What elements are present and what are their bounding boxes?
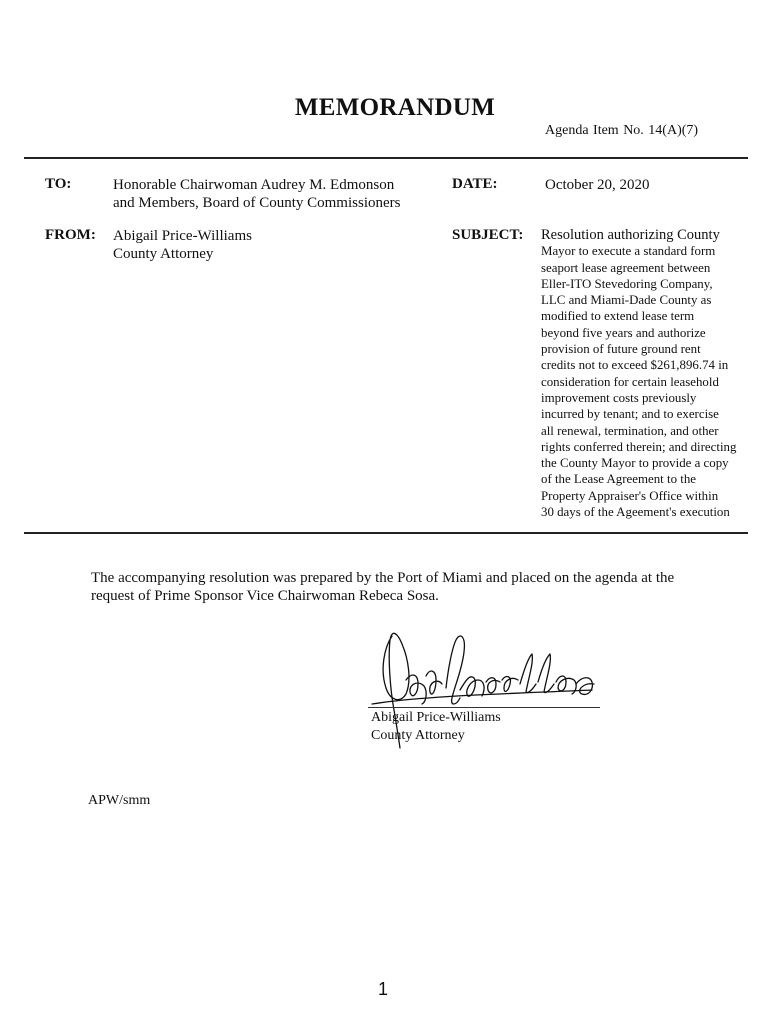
body-paragraph [91,569,711,605]
date-value: October 20, 2020 [545,177,650,193]
bottom-divider [24,532,748,534]
subject-line: credits not to exceed $261,896.74 in [541,358,729,373]
subject-line: the County Mayor to provide a copy [541,456,729,471]
subject-line: seaport lease agreement between [541,260,711,275]
subject-line: Eller-ITO Stevedoring Company, [541,276,713,291]
top-divider [24,157,748,159]
subject-text [541,227,755,520]
from-line-2: County Attorney [113,246,214,262]
subject-line: rights conferred therein; and directing [541,439,737,454]
signature-block [371,709,501,745]
subject-line: improvement costs previously [541,390,697,405]
date-label: DATE: [452,176,498,192]
body-line-2: request of Prime Sponsor Vice Chairwoman Rebeca Sosa. [91,588,439,604]
subject-line: LLC and Miami-Dade County as [541,293,712,308]
subject-line: beyond five years and authorize [541,325,706,340]
subject-line: Property Appraiser's Office within [541,488,719,503]
signature-line [368,707,600,708]
subject-line: Resolution authorizing County [541,227,720,243]
subject-line: all renewal, termination, and other [541,423,719,438]
to-line-1: Honorable Chairwoman Audrey M. Edmonson [113,177,395,193]
from-line-1: Abigail Price-Williams [113,228,252,244]
memo-title: MEMORANDUM [294,94,496,121]
from-sender [113,227,252,263]
subject-line: consideration for certain leasehold [541,374,719,389]
to-label: TO: [45,176,72,192]
subject-line: provision of future ground rent [541,342,701,357]
signer-name: Abigail Price-Williams [371,710,501,725]
subject-line: modified to extend lease term [541,309,695,324]
signer-title: County Attorney [371,728,465,743]
to-line-2: and Members, Board of County Commissioners [113,195,401,211]
body-line-1: The accompanying resolution was prepared by the Port of Miami and placed on the agenda at the [91,570,675,586]
subject-line: Mayor to execute a standard form [541,244,716,259]
subject-line: of the Lease Agreement to the [541,472,696,487]
from-label: FROM: [45,227,96,243]
agenda-item-number: Agenda Item No. 14(A)(7) [545,123,699,138]
to-recipient [113,176,400,212]
subject-line: incurred by tenant; and to exercise [541,407,719,422]
typist-initials: APW/smm [88,793,151,808]
subject-line: 30 days of the Ageement's execution [541,505,730,520]
subject-label: SUBJECT: [452,227,524,243]
page-number: 1 [378,979,389,999]
